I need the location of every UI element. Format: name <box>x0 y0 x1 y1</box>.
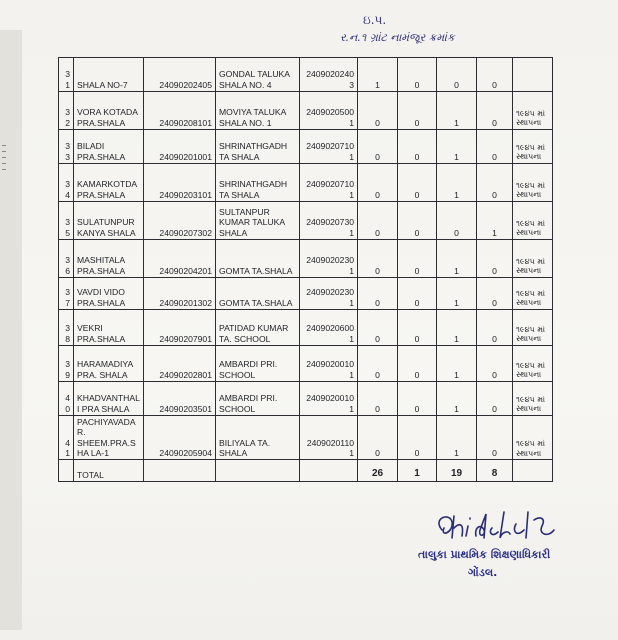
count-col-2: 0 <box>398 278 437 310</box>
count-col-4: 0 <box>477 92 513 130</box>
cluster-school-code: 24090200101 <box>300 382 358 416</box>
signature-scrawl <box>430 508 580 548</box>
cluster-school-name: SHRINATHGADH TA SHALA <box>216 130 300 164</box>
cluster-school-code: 24090202301 <box>300 240 358 278</box>
table-row <box>59 346 553 382</box>
count-col-3: 1 <box>437 164 477 202</box>
total-empty-cell <box>300 460 358 482</box>
count-col-1: 0 <box>358 202 398 240</box>
count-col-2: 0 <box>398 202 437 240</box>
count-col-1: 0 <box>358 240 398 278</box>
total-col-3: 19 <box>437 460 477 482</box>
count-col-3: 1 <box>437 382 477 416</box>
count-col-3: 1 <box>437 310 477 346</box>
officer-stamp-title: તાલુકા પ્રાથમિક શિક્ષણાધિકારી <box>418 548 551 561</box>
table-row <box>59 416 553 460</box>
total-col-4: 8 <box>477 460 513 482</box>
table-row <box>59 58 553 92</box>
school-code: 24090208101 <box>144 92 216 130</box>
table-row <box>59 130 553 164</box>
count-col-1: 0 <box>358 416 398 460</box>
school-code: 24090207302 <box>144 202 216 240</box>
school-code: 24090202801 <box>144 346 216 382</box>
school-name: VORA KOTADA PRA.SHALA <box>74 92 144 130</box>
school-code: 24090201001 <box>144 130 216 164</box>
cluster-school-name: GOMTA TA.SHALA <box>216 240 300 278</box>
cluster-school-code: 24090205001 <box>300 92 358 130</box>
count-col-3: 1 <box>437 416 477 460</box>
table-row <box>59 92 553 130</box>
school-name: VEKRI PRA.SHALA <box>74 310 144 346</box>
count-col-1: 0 <box>358 164 398 202</box>
count-col-1: 0 <box>358 278 398 310</box>
margin-ticks <box>0 140 10 440</box>
count-col-4: 0 <box>477 164 513 202</box>
remark-cell: ૧૯૪૫ માં સ્થાપના <box>513 164 553 202</box>
cluster-school-code: 24090202403 <box>300 58 358 92</box>
total-empty-cell <box>59 460 74 482</box>
school-code: 24090203101 <box>144 164 216 202</box>
count-col-1: 0 <box>358 92 398 130</box>
table-row <box>59 382 553 416</box>
school-name: MASHITALA PRA.SHALA <box>74 240 144 278</box>
cluster-school-code: 24090201101 <box>300 416 358 460</box>
school-name: SULATUNPUR KANYA SHALA <box>74 202 144 240</box>
remark-cell: ૧૯૪૫ માં સ્થાપના <box>513 92 553 130</box>
row-number: 38 <box>59 310 74 346</box>
cluster-school-name: PATIDAD KUMAR TA. SCHOOL <box>216 310 300 346</box>
school-name: VAVDI VIDO PRA.SHALA <box>74 278 144 310</box>
total-empty-cell <box>216 460 300 482</box>
cluster-school-code: 24090206001 <box>300 310 358 346</box>
remark-cell: ૧૯૪૫ માં સ્થાપના <box>513 130 553 164</box>
row-number: 31 <box>59 58 74 92</box>
total-col-1: 26 <box>358 460 398 482</box>
count-col-1: 0 <box>358 346 398 382</box>
remark-cell <box>513 58 553 92</box>
count-col-2: 0 <box>398 416 437 460</box>
remark-cell: ૧૯૪૫ માં સ્થાપના <box>513 346 553 382</box>
count-col-3: 1 <box>437 346 477 382</box>
count-col-4: 0 <box>477 240 513 278</box>
cluster-school-code: 24090207101 <box>300 164 358 202</box>
count-col-3: 1 <box>437 92 477 130</box>
total-col-2: 1 <box>398 460 437 482</box>
count-col-4: 0 <box>477 58 513 92</box>
remark-cell: ૧૯૪૫ માં સ્થાપના <box>513 240 553 278</box>
school-code: 24090205904 <box>144 416 216 460</box>
school-name: BILADI PRA.SHALA <box>74 130 144 164</box>
count-col-2: 0 <box>398 58 437 92</box>
table-row <box>59 240 553 278</box>
handwritten-note-line2: ર.ન.૧ ગ્રાંટ નામંજૂર ક્રમાંક <box>340 31 455 44</box>
table-body <box>59 58 553 482</box>
handwritten-header <box>0 13 618 53</box>
cluster-school-code: 24090207301 <box>300 202 358 240</box>
count-col-2: 0 <box>398 346 437 382</box>
signature <box>430 508 580 548</box>
row-number: 39 <box>59 346 74 382</box>
count-col-2: 0 <box>398 382 437 416</box>
count-col-2: 0 <box>398 92 437 130</box>
cluster-school-name: GOMTA TA.SHALA <box>216 278 300 310</box>
total-empty-cell <box>144 460 216 482</box>
school-code: 24090207901 <box>144 310 216 346</box>
row-number: 40 <box>59 382 74 416</box>
cluster-school-name: SHRINATHGADH TA SHALA <box>216 164 300 202</box>
remark-cell: ૧૯૪૫ માં સ્થાપના <box>513 310 553 346</box>
cluster-school-name: BILIYALA TA. SHALA <box>216 416 300 460</box>
count-col-4: 0 <box>477 382 513 416</box>
school-name: PACHIYAVADAR. SHEEM.PRA.SHA LA-1 <box>74 416 144 460</box>
school-code: 24090202405 <box>144 58 216 92</box>
officer-stamp-place: ગોંડલ. <box>468 566 498 579</box>
table-row <box>59 310 553 346</box>
school-code: 24090203501 <box>144 382 216 416</box>
school-code: 24090204201 <box>144 240 216 278</box>
row-number: 33 <box>59 130 74 164</box>
total-empty-cell <box>513 460 553 482</box>
cluster-school-code: 24090207101 <box>300 130 358 164</box>
count-col-3: 1 <box>437 278 477 310</box>
count-col-1: 0 <box>358 310 398 346</box>
cluster-school-code: 24090200101 <box>300 346 358 382</box>
remark-cell: ૧૯૪૫ માં સ્થાપના <box>513 202 553 240</box>
count-col-2: 0 <box>398 310 437 346</box>
cluster-school-name: SULTANPUR KUMAR TALUKA SHALA <box>216 202 300 240</box>
row-number: 34 <box>59 164 74 202</box>
row-number: 35 <box>59 202 74 240</box>
cluster-school-name: AMBARDI PRI. SCHOOL <box>216 382 300 416</box>
remark-cell: ૧૯૪૫ માં સ્થાપના <box>513 278 553 310</box>
school-name: KHADVANTHALI PRA SHALA <box>74 382 144 416</box>
school-name: SHALA NO-7 <box>74 58 144 92</box>
remark-cell: ૧૯૪૫ માં સ્થાપના <box>513 416 553 460</box>
count-col-4: 0 <box>477 130 513 164</box>
total-label: TOTAL <box>74 460 144 482</box>
handwritten-note-line1: ઇ.પ. <box>363 13 387 27</box>
count-col-3: 0 <box>437 58 477 92</box>
count-col-3: 1 <box>437 130 477 164</box>
count-col-2: 0 <box>398 164 437 202</box>
count-col-4: 0 <box>477 346 513 382</box>
school-name: HARAMADIYA PRA. SHALA <box>74 346 144 382</box>
cluster-school-code: 24090202301 <box>300 278 358 310</box>
school-code: 24090201302 <box>144 278 216 310</box>
school-table <box>58 57 553 482</box>
count-col-2: 0 <box>398 130 437 164</box>
count-col-4: 1 <box>477 202 513 240</box>
count-col-1: 1 <box>358 58 398 92</box>
count-col-2: 0 <box>398 240 437 278</box>
row-number: 41 <box>59 416 74 460</box>
count-col-4: 0 <box>477 310 513 346</box>
cluster-school-name: GONDAL TALUKA SHALA NO. 4 <box>216 58 300 92</box>
table-row <box>59 164 553 202</box>
cluster-school-name: MOVIYA TALUKA SHALA NO. 1 <box>216 92 300 130</box>
table-row <box>59 202 553 240</box>
count-col-3: 1 <box>437 240 477 278</box>
school-name: KAMARKOTDA PRA.SHALA <box>74 164 144 202</box>
count-col-4: 0 <box>477 278 513 310</box>
count-col-1: 0 <box>358 382 398 416</box>
total-row <box>59 460 553 482</box>
cluster-school-name: AMBARDI PRI. SCHOOL <box>216 346 300 382</box>
count-col-1: 0 <box>358 130 398 164</box>
row-number: 32 <box>59 92 74 130</box>
table-row <box>59 278 553 310</box>
row-number: 37 <box>59 278 74 310</box>
count-col-4: 0 <box>477 416 513 460</box>
count-col-3: 0 <box>437 202 477 240</box>
remark-cell: ૧૯૪૫ માં સ્થાપના <box>513 382 553 416</box>
row-number: 36 <box>59 240 74 278</box>
